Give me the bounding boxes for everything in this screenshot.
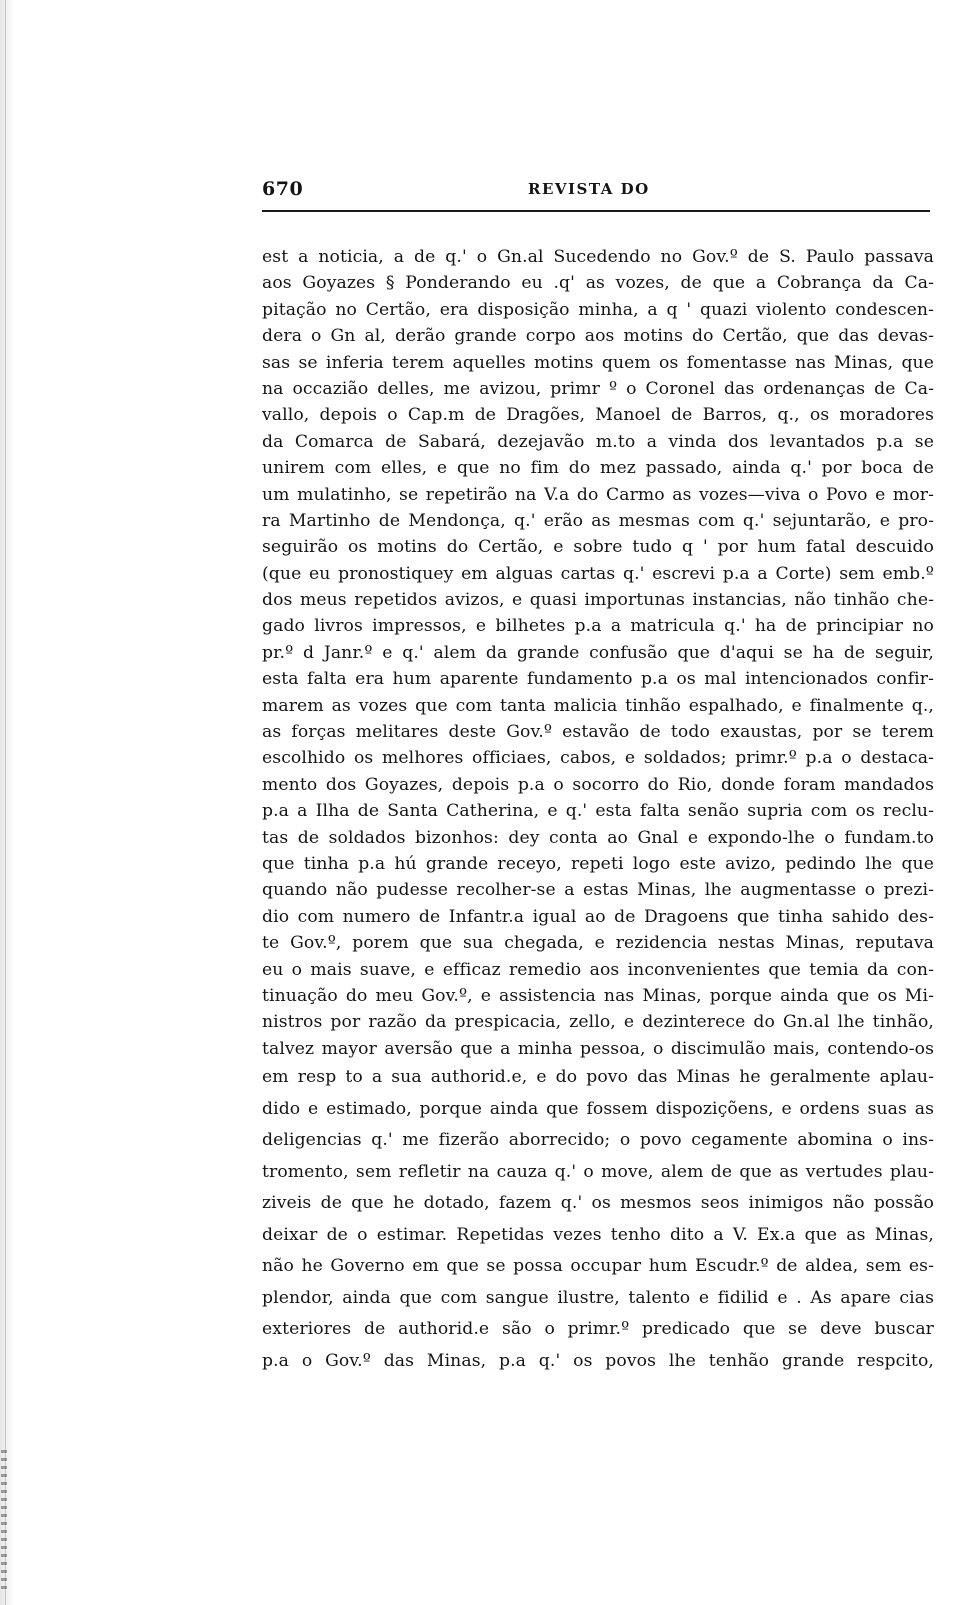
text-line: talvez mayor aversão que a minha pessoa, o discimulão mais, contendo-os [262,1038,934,1059]
page-number: 670 [262,178,304,200]
text-line: pr.º d Janr.º e q.' alem da grande confusão que d'aqui se ha de seguir, [262,642,934,663]
text-line: sas se inferia terem aquelles motins quem os fomentasse nas Minas, que [262,352,934,373]
text-line: mento dos Goyazes, depois p.a o socorro do Rio, donde foram mandados [262,774,934,795]
text-line: eu o mais suave, e efficaz remedio aos inconvenientes que temia da con- [262,959,934,980]
header-rule [262,210,930,212]
text-line: marem as vozes que com tanta malicia tinhão espalhado, e finalmente q., [262,695,934,716]
text-line: ziveis de que he dotado, fazem q.' os mesmos seos inimigos não possão [262,1193,934,1214]
text-line: na occazião delles, me avizou, primr º o Coronel das ordenanças de Ca- [262,378,934,399]
text-line: não he Governo em que se possa occupar hum Escudr.º de aldea, sem es- [262,1256,934,1277]
text-line: seguirão os motins do Certão, e sobre tudo q ' por hum fatal descuido [262,537,934,558]
text-line: escolhido os melhores officiaes, cabos, e soldados; primr.º p.a o destaca- [262,748,934,769]
text-line: ra Martinho de Mendonça, q.' erão as mesmas com q.' sejuntarão, e pro- [262,510,934,531]
scan-edge-shadow [0,0,14,1605]
text-line: que tinha p.a hú grande receyo, repeti logo este avizo, pedindo lhe que [262,853,934,874]
text-line: dido e estimado, porque ainda que fossem dispoziçõens, e ordens suas as [262,1098,934,1119]
text-line: da Comarca de Sabará, dezejavão m.to a vinda dos levantados p.a se [262,431,934,452]
text-line: nistros por razão da prespicacia, zello, e dezinterece do Gn.al lhe tinhão, [262,1012,934,1033]
scan-edge-mark [1,1450,7,1590]
text-line: exteriores de authorid.e são o primr.º predicado que se deve buscar [262,1319,934,1340]
text-line: um mulatinho, se repetirão na V.a do Carmo as vozes—viva o Povo e mor- [262,484,934,505]
text-line: gado livros impressos, e bilhetes p.a a matricula q.' ha de principiar no [262,616,934,637]
text-line: dera o Gn al, derão grande corpo aos motins do Certão, que das devas- [262,326,934,347]
text-line: tas de soldados bizonhos: dey conta ao Gnal e expondo-lhe o fundam.to [262,827,934,848]
text-line: dio com numero de Infantr.a igual ao de Dragoens que tinha sahido des- [262,906,934,927]
text-line: esta falta era hum aparente fundamento p.a os mal intencionados confir- [262,669,934,690]
text-line: as forças melitares deste Gov.º estavão de todo exaustas, por se terem [262,722,934,743]
text-line: tinuação do meu Gov.º, e assistencia nas Minas, porque ainda que os Mi- [262,985,934,1006]
running-head: REVISTA DO [528,180,650,198]
text-line: est a noticia, a de q.' o Gn.al Sucedendo no Gov.º de S. Paulo passava [262,247,934,267]
text-line: plendor, ainda que com sangue ilustre, talento e fidilid e . As apare cias [262,1287,934,1308]
text-line: te Gov.º, porem que sua chegada, e rezidencia nestas Minas, reputava [262,933,934,954]
text-line: em resp to a sua authorid.e, e do povo das Minas he geralmente aplau- [262,1067,934,1088]
text-line: p.a o Gov.º das Minas, p.a q.' os povos lhe tenhão grande respcito, [262,1350,934,1371]
text-line: dos meus repetidos avizos, e quasi importunas instancias, não tinhão che- [262,590,934,611]
text-line: (que eu pronostiquey em alguas cartas q.' escrevi p.a a Corte) sem emb.º [262,563,934,584]
text-line: quando não pudesse recolher-se a estas Minas, lhe augmentasse o prezi- [262,880,934,901]
text-line: pitação no Certão, era disposição minha, a q ' quazi violento condescen- [262,299,934,320]
book-page [262,178,934,1371]
text-line: aos Goyazes § Ponderando eu .q' as vozes, de que a Cobrança da Ca- [262,273,934,294]
text-line: deixar de o estimar. Repetidas vezes tenho dito a V. Ex.a que as Minas, [262,1224,934,1245]
text-line: p.a a Ilha de Santa Catherina, e q.' esta falta senão supria com os reclu- [262,801,934,822]
scan-edge-line [5,0,6,1605]
text-line: tromento, sem refletir na cauza q.' o move, alem de que as vertudes plau- [262,1161,934,1182]
text-line: unirem com elles, e que no fim do mez passado, ainda q.' por boca de [262,458,934,479]
text-line: deligencias q.' me fizerão aborrecido; o povo cegamente abomina o ins- [262,1130,934,1151]
text-line: vallo, depois o Cap.m de Dragões, Manoel de Barros, q., os moradores [262,405,934,426]
page-header [262,178,934,204]
body-text [262,244,934,1377]
